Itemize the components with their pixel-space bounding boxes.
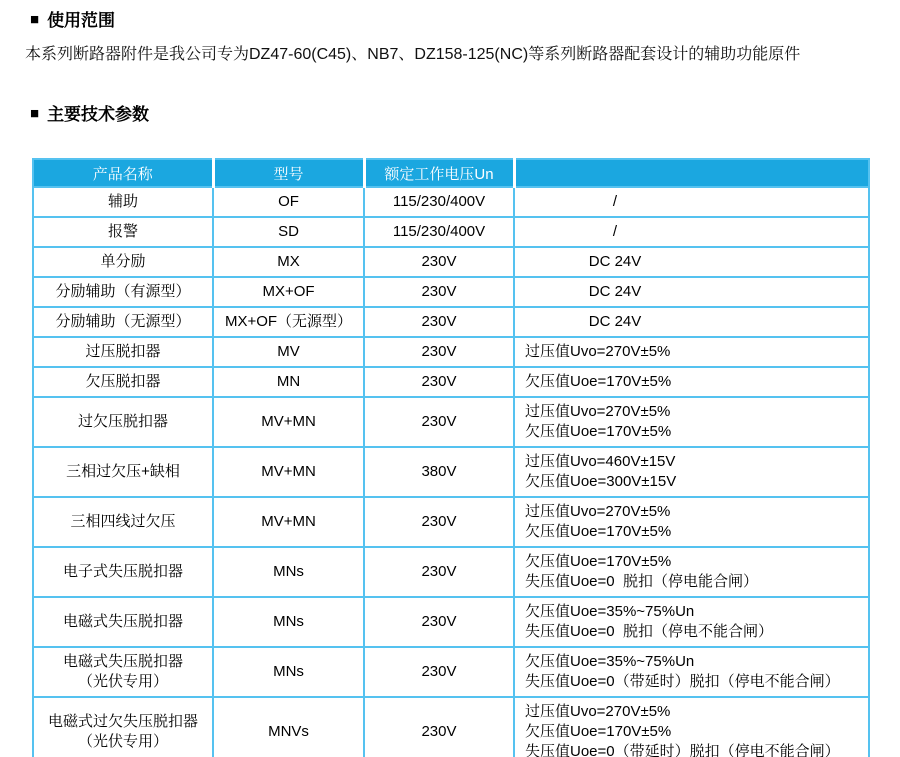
- header-cell-2: 型号: [213, 159, 364, 187]
- cell-specs: [514, 247, 869, 277]
- table-row: [33, 397, 869, 447]
- product-name-line: 电磁式失压脱扣器: [62, 653, 183, 670]
- spec-line: DC 24V: [588, 253, 642, 270]
- spec-line: 失压值Uoe=0（带延时）脱扣（停电不能合闸）: [525, 743, 840, 757]
- cell-product-name: [33, 447, 213, 497]
- cell-specs: [514, 697, 869, 757]
- cell-specs: [514, 597, 869, 647]
- cell-product-name: [33, 367, 213, 397]
- cell-product-name: [33, 697, 213, 757]
- cell-product-name: [33, 217, 213, 247]
- cell-model: MN: [213, 367, 364, 397]
- table-row: [33, 277, 869, 307]
- cell-product-name: [33, 597, 213, 647]
- cell-model: MX: [213, 247, 364, 277]
- product-name-line: 分励辅助（有源型）: [55, 283, 191, 300]
- cell-product-name: [33, 307, 213, 337]
- product-name-line: 电磁式过欠失压脱扣器: [47, 713, 198, 730]
- spec-line: DC 24V: [588, 313, 642, 330]
- product-name-line: 单分励: [100, 253, 146, 270]
- spec-line: 失压值Uoe=0 脱扣（停电不能合闸）: [525, 623, 773, 640]
- product-name-line: 欠压脱扣器: [85, 373, 161, 390]
- section-heading-params: [30, 100, 149, 125]
- product-name-line: 报警: [107, 223, 138, 240]
- table-row: [33, 547, 869, 597]
- cell-specs: [514, 337, 869, 367]
- cell-voltage: 115/230/400V: [364, 217, 514, 247]
- header-cell-3: 额定工作电压Un: [364, 159, 514, 187]
- cell-specs: [514, 497, 869, 547]
- specs-table: [32, 158, 870, 757]
- cell-product-name: [33, 497, 213, 547]
- section-title-usage: 使用范围: [47, 11, 116, 30]
- cell-voltage: 230V: [364, 547, 514, 597]
- header-cell-4: [514, 159, 869, 187]
- table-row: [33, 497, 869, 547]
- cell-product-name: [33, 397, 213, 447]
- table-row: [33, 247, 869, 277]
- cell-product-name: [33, 187, 213, 217]
- cell-specs: [514, 447, 869, 497]
- cell-voltage: 230V: [364, 277, 514, 307]
- spec-line: 欠压值Uoe=170V±5%: [525, 553, 672, 570]
- cell-specs: [514, 397, 869, 447]
- cell-specs: [514, 307, 869, 337]
- product-name-line: （光伏专用）: [77, 733, 168, 750]
- table-row: [33, 337, 869, 367]
- cell-voltage: 230V: [364, 247, 514, 277]
- square-bullet-icon: ■: [30, 11, 40, 28]
- cell-model: MV+MN: [213, 447, 364, 497]
- product-name-line: 分励辅助（无源型）: [55, 313, 191, 330]
- cell-model: SD: [213, 217, 364, 247]
- intro-paragraph: 本系列断路器附件是我公司专为DZ47-60(C45)、NB7、DZ158-125(NC)等系列断路器配套设计的辅助功能原件: [25, 46, 801, 63]
- spec-line: 过压值Uvo=270V±5%: [525, 503, 671, 520]
- cell-product-name: [33, 647, 213, 697]
- table-row: [33, 447, 869, 497]
- square-bullet-icon: ■: [30, 105, 40, 122]
- spec-line: 欠压值Uoe=35%~75%Un: [525, 653, 695, 670]
- cell-model: MV: [213, 337, 364, 367]
- cell-voltage: 230V: [364, 307, 514, 337]
- table-row: [33, 217, 869, 247]
- spec-line: 过压值Uvo=270V±5%: [525, 403, 671, 420]
- spec-line: 过压值Uvo=460V±15V: [525, 453, 676, 470]
- spec-line: 欠压值Uoe=170V±5%: [525, 423, 672, 440]
- cell-specs: [514, 187, 869, 217]
- cell-voltage: 115/230/400V: [364, 187, 514, 217]
- section-title-params: 主要技术参数: [47, 105, 150, 124]
- cell-model: MX+OF（无源型）: [213, 307, 364, 337]
- table-header-row: [33, 159, 869, 187]
- spec-line: 过压值Uvo=270V±5%: [525, 343, 671, 360]
- product-name-line: 三相四线过欠压: [70, 513, 176, 530]
- spec-line: 欠压值Uoe=170V±5%: [525, 723, 672, 740]
- cell-model: MV+MN: [213, 397, 364, 447]
- spec-line: /: [612, 223, 618, 240]
- spec-line: 欠压值Uoe=300V±15V: [525, 473, 677, 490]
- table-row: [33, 697, 869, 757]
- table-row: [33, 307, 869, 337]
- cell-product-name: [33, 547, 213, 597]
- table-row: [33, 647, 869, 697]
- cell-voltage: 230V: [364, 337, 514, 367]
- cell-specs: [514, 217, 869, 247]
- cell-voltage: 230V: [364, 697, 514, 757]
- spec-line: 欠压值Uoe=170V±5%: [525, 373, 672, 390]
- cell-model: MX+OF: [213, 277, 364, 307]
- cell-voltage: 230V: [364, 597, 514, 647]
- product-name-line: 电子式失压脱扣器: [62, 563, 183, 580]
- product-name-line: 辅助: [107, 193, 138, 210]
- section-heading-usage: [30, 6, 115, 31]
- cell-voltage: 230V: [364, 397, 514, 447]
- cell-specs: [514, 647, 869, 697]
- cell-model: MNs: [213, 597, 364, 647]
- cell-model: MNs: [213, 547, 364, 597]
- table-row: [33, 597, 869, 647]
- spec-line: 失压值Uoe=0 脱扣（停电能合闸）: [525, 573, 758, 590]
- spec-line: 过压值Uvo=270V±5%: [525, 703, 671, 720]
- cell-model: MNs: [213, 647, 364, 697]
- cell-voltage: 230V: [364, 367, 514, 397]
- spec-line: /: [612, 193, 618, 210]
- cell-voltage: 230V: [364, 647, 514, 697]
- cell-model: MV+MN: [213, 497, 364, 547]
- spec-line: DC 24V: [588, 283, 642, 300]
- specs-table-container: [32, 158, 868, 757]
- cell-specs: [514, 367, 869, 397]
- cell-product-name: [33, 277, 213, 307]
- cell-model: MNVs: [213, 697, 364, 757]
- spec-line: 欠压值Uoe=35%~75%Un: [525, 603, 695, 620]
- product-name-line: 电磁式失压脱扣器: [62, 613, 183, 630]
- cell-model: OF: [213, 187, 364, 217]
- product-name-line: （光伏专用）: [77, 673, 168, 690]
- spec-line: 欠压值Uoe=170V±5%: [525, 523, 672, 540]
- cell-voltage: 380V: [364, 447, 514, 497]
- product-name-line: 过压脱扣器: [85, 343, 161, 360]
- product-name-line: 过欠压脱扣器: [77, 413, 168, 430]
- cell-specs: [514, 547, 869, 597]
- cell-product-name: [33, 337, 213, 367]
- table-row: [33, 187, 869, 217]
- header-cell-1: 产品名称: [33, 159, 213, 187]
- spec-line: 失压值Uoe=0（带延时）脱扣（停电不能合闸）: [525, 673, 840, 690]
- cell-voltage: 230V: [364, 497, 514, 547]
- cell-product-name: [33, 247, 213, 277]
- product-name-line: 三相过欠压+缺相: [66, 463, 180, 480]
- table-row: [33, 367, 869, 397]
- cell-specs: [514, 277, 869, 307]
